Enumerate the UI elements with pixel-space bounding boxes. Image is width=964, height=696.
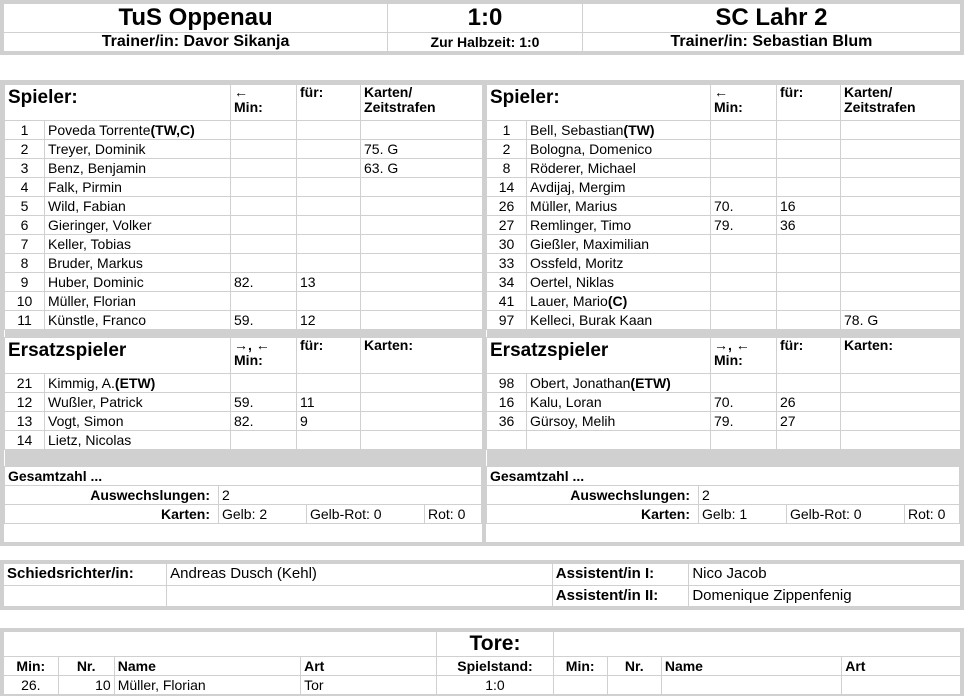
player-sub-minute: 70. [711,197,777,216]
player-sub-minute [711,273,777,292]
player-number: 41 [487,292,527,311]
player-sub-for [297,159,361,178]
goal-min-header: Min: [2,656,58,675]
sub-number: 98 [487,374,527,393]
player-sub-minute [711,254,777,273]
home-yellow-count: Gelb: 2 [219,504,307,523]
home-sub-row [5,412,483,431]
player-cards [841,254,961,273]
home-player-row [5,140,483,159]
away-team-name: SC Lahr 2 [582,2,962,32]
sub-number: 21 [5,374,45,393]
away-trainer: Trainer/in: Sebastian Blum [582,32,962,53]
player-sub-minute [231,216,297,235]
player-number: 9 [5,273,45,292]
away-player-row [487,159,961,178]
home-lineup [4,84,482,542]
player-sub-for [777,178,841,197]
home-player-row [5,178,483,197]
home-min-header: ← Min: [231,85,297,121]
home-player-row [5,121,483,140]
goal-art-header: Art [301,656,437,675]
away-totals-heading: Gesamtzahl ... [487,466,960,485]
player-sub-for [777,235,841,254]
home-subs-min-header: →, ← Min: [231,338,297,374]
player-number: 30 [487,235,527,254]
player-name: Benz, Benjamin [45,159,231,178]
player-number: 4 [5,178,45,197]
player-number: 7 [5,235,45,254]
referee-name: Andreas Dusch (Kehl) [167,562,553,585]
player-sub-for [297,121,361,140]
sub-minute: 70. [711,393,777,412]
player-sub-for [297,197,361,216]
player-number: 3 [5,159,45,178]
player-sub-minute [711,235,777,254]
away-totals-table [486,466,960,524]
player-cards [361,292,483,311]
player-sub-minute [231,254,297,273]
away-subs-min-header: →, ← Min: [711,338,777,374]
player-name: Keller, Tobias [45,235,231,254]
away-cards-total-label: Karten: [487,504,699,523]
home-player-row [5,235,483,254]
player-cards [361,197,483,216]
player-sub-minute [711,121,777,140]
player-name: Lauer, Mario(C) [527,292,711,311]
sub-minute [711,374,777,393]
sub-minute [231,374,297,393]
player-cards: 78. G [841,311,961,330]
player-name: Gießler, Maximilian [527,235,711,254]
player-number: 97 [487,311,527,330]
player-number: 8 [5,254,45,273]
player-number: 27 [487,216,527,235]
sub-for: 11 [297,393,361,412]
goals-table [0,628,964,696]
player-sub-for [777,254,841,273]
player-sub-for [297,254,361,273]
player-sub-minute [711,159,777,178]
home-trainer: Trainer/in: Davor Sikanja [2,32,388,53]
home-team-name: TuS Oppenau [2,2,388,32]
assistant2-label: Assistent/in II: [552,585,689,608]
sub-for [297,431,361,450]
goal-nr-header-away: Nr. [607,656,661,675]
away-min-header: ← Min: [711,85,777,121]
away-fuer-header: für: [777,85,841,121]
player-number: 5 [5,197,45,216]
home-subs-heading: Ersatzspieler [5,338,231,374]
away-players-heading: Spieler: [487,85,711,121]
away-player-row [487,311,961,330]
away-yellow-count: Gelb: 1 [699,504,787,523]
player-number: 34 [487,273,527,292]
sub-minute: 82. [231,412,297,431]
player-cards: 63. G [361,159,483,178]
goal-min: 26. [2,675,58,696]
sub-name: Vogt, Simon [45,412,231,431]
away-player-row [487,235,961,254]
player-cards [361,216,483,235]
home-totals-table [4,466,482,524]
sub-for: 26 [777,393,841,412]
player-name: Müller, Marius [527,197,711,216]
goal-name-header-away: Name [661,656,841,675]
player-number: 10 [5,292,45,311]
player-sub-for: 16 [777,197,841,216]
home-player-row [5,292,483,311]
goal-scorer: Müller, Florian [114,675,300,696]
home-player-row [5,197,483,216]
home-cards-header: Karten/ Zeitstrafen [361,85,483,121]
player-cards [841,197,961,216]
home-player-row [5,311,483,330]
sub-number: 12 [5,393,45,412]
match-header [0,0,964,55]
sub-cards [841,412,961,431]
player-sub-minute [231,121,297,140]
player-cards [841,292,961,311]
sub-number: 13 [5,412,45,431]
goals-title: Tore: [437,630,553,656]
home-cards-total-label: Karten: [5,504,219,523]
sub-cards [841,393,961,412]
home-fuer-header: für: [297,85,361,121]
player-sub-for [297,178,361,197]
home-subs-count: 2 [219,485,482,504]
sub-name: Lietz, Nicolas [45,431,231,450]
player-sub-for [297,140,361,159]
goal-row [2,675,962,696]
player-number: 1 [5,121,45,140]
away-subs-cards-header: Karten: [841,338,961,374]
home-sub-row [5,374,483,393]
assistant2-name: Domenique Zippenfenig [689,585,962,608]
player-cards [841,178,961,197]
goal-type: Tor [301,675,437,696]
player-cards [841,273,961,292]
player-name: Müller, Florian [45,292,231,311]
player-sub-minute: 79. [711,216,777,235]
sub-for: 9 [297,412,361,431]
player-name: Wild, Fabian [45,197,231,216]
player-name: Bell, Sebastian(TW) [527,121,711,140]
away-subs-heading: Ersatzspieler [487,338,711,374]
referee-label: Schiedsrichter/in: [2,562,167,585]
halftime-score: Zur Halbzeit: 1:0 [388,32,583,53]
player-cards [361,273,483,292]
player-sub-minute [711,178,777,197]
player-sub-for [777,140,841,159]
sub-cards [361,431,483,450]
home-player-row [5,216,483,235]
sub-minute [231,431,297,450]
player-cards [361,235,483,254]
player-cards [841,140,961,159]
player-sub-for [777,292,841,311]
home-players-heading: Spieler: [5,85,231,121]
away-yellowred-count: Gelb-Rot: 0 [787,504,905,523]
player-cards [841,159,961,178]
player-cards: 75. G [361,140,483,159]
away-sub-row [487,412,961,431]
player-number: 2 [487,140,527,159]
player-sub-for: 36 [777,216,841,235]
assistant1-label: Assistent/in I: [552,562,689,585]
player-sub-for [297,292,361,311]
player-name: Remlinger, Timo [527,216,711,235]
sub-for [297,374,361,393]
sub-name: Kalu, Loran [527,393,711,412]
player-sub-minute: 59. [231,311,297,330]
sub-minute: 79. [711,412,777,431]
player-name: Bruder, Markus [45,254,231,273]
player-sub-minute [711,140,777,159]
away-lineup [486,84,960,542]
player-cards [841,216,961,235]
officials-table [0,560,964,610]
player-name: Poveda Torrente(TW,C) [45,121,231,140]
player-name: Treyer, Dominik [45,140,231,159]
player-name: Oertel, Niklas [527,273,711,292]
player-name: Ossfeld, Moritz [527,254,711,273]
sub-cards [361,393,483,412]
away-sub-row [487,393,961,412]
home-red-count: Rot: 0 [425,504,482,523]
player-sub-for [777,311,841,330]
player-name: Avdijaj, Mergim [527,178,711,197]
home-yellowred-count: Gelb-Rot: 0 [307,504,425,523]
player-cards [841,235,961,254]
away-player-row [487,140,961,159]
player-name: Röderer, Michael [527,159,711,178]
sub-cards [841,374,961,393]
home-player-row [5,159,483,178]
player-cards [361,121,483,140]
assistant1-name: Nico Jacob [689,562,962,585]
sub-number: 16 [487,393,527,412]
player-sub-for [777,121,841,140]
player-number: 2 [5,140,45,159]
player-cards [361,178,483,197]
away-sub-row [487,374,961,393]
goal-art-header-away: Art [842,656,962,675]
player-sub-minute [231,292,297,311]
sub-name: Gürsoy, Melih [527,412,711,431]
home-subs-cards-header: Karten: [361,338,483,374]
final-score: 1:0 [388,2,583,32]
player-sub-for [297,235,361,254]
player-sub-minute [711,292,777,311]
player-cards [841,121,961,140]
away-subs-fuer-header: für: [777,338,841,374]
home-totals-heading: Gesamtzahl ... [5,466,482,485]
sub-for [777,374,841,393]
player-sub-minute [231,140,297,159]
player-number: 6 [5,216,45,235]
home-player-row [5,273,483,292]
player-name: Huber, Dominic [45,273,231,292]
player-sub-minute [231,197,297,216]
away-player-row [487,216,961,235]
sub-name: Kimmig, A.(ETW) [45,374,231,393]
player-sub-minute: 82. [231,273,297,292]
sub-cards [361,374,483,393]
away-player-row [487,178,961,197]
player-sub-minute [231,159,297,178]
away-player-row [487,197,961,216]
player-name: Bologna, Domenico [527,140,711,159]
away-starters-table [486,84,961,466]
sub-name: Obert, Jonathan(ETW) [527,374,711,393]
goal-nr: 10 [58,675,114,696]
player-cards [361,254,483,273]
player-sub-minute [231,235,297,254]
sub-name: Wußler, Patrick [45,393,231,412]
sub-number: 36 [487,412,527,431]
goal-name-header: Name [114,656,300,675]
player-sub-for: 12 [297,311,361,330]
player-number: 8 [487,159,527,178]
goal-min-header-away: Min: [553,656,607,675]
sub-minute: 59. [231,393,297,412]
away-player-row [487,121,961,140]
away-player-row [487,292,961,311]
player-number: 11 [5,311,45,330]
player-name: Falk, Pirmin [45,178,231,197]
player-sub-for [777,273,841,292]
goal-stand-header: Spielstand: [437,656,553,675]
home-sub-row [5,393,483,412]
player-number: 26 [487,197,527,216]
player-name: Gieringer, Volker [45,216,231,235]
player-cards [361,311,483,330]
away-subs-count-label: Auswechslungen: [487,485,699,504]
player-sub-minute [231,178,297,197]
player-sub-minute [711,311,777,330]
home-sub-row [5,431,483,450]
player-sub-for [777,159,841,178]
player-number: 1 [487,121,527,140]
sub-for: 27 [777,412,841,431]
player-sub-for [297,216,361,235]
away-subs-count: 2 [699,485,960,504]
player-name: Künstle, Franco [45,311,231,330]
home-subs-count-label: Auswechslungen: [5,485,219,504]
away-cards-header: Karten/ Zeitstrafen [841,85,961,121]
home-player-row [5,254,483,273]
sub-cards [361,412,483,431]
goal-score-state: 1:0 [437,675,553,696]
player-name: Kelleci, Burak Kaan [527,311,711,330]
home-starters-table [4,84,483,466]
away-red-count: Rot: 0 [905,504,960,523]
player-number: 14 [487,178,527,197]
lineups-section [0,80,964,546]
sub-number: 14 [5,431,45,450]
away-player-row [487,254,961,273]
away-player-row [487,273,961,292]
player-sub-for: 13 [297,273,361,292]
home-subs-fuer-header: für: [297,338,361,374]
player-number: 33 [487,254,527,273]
goal-nr-header: Nr. [58,656,114,675]
